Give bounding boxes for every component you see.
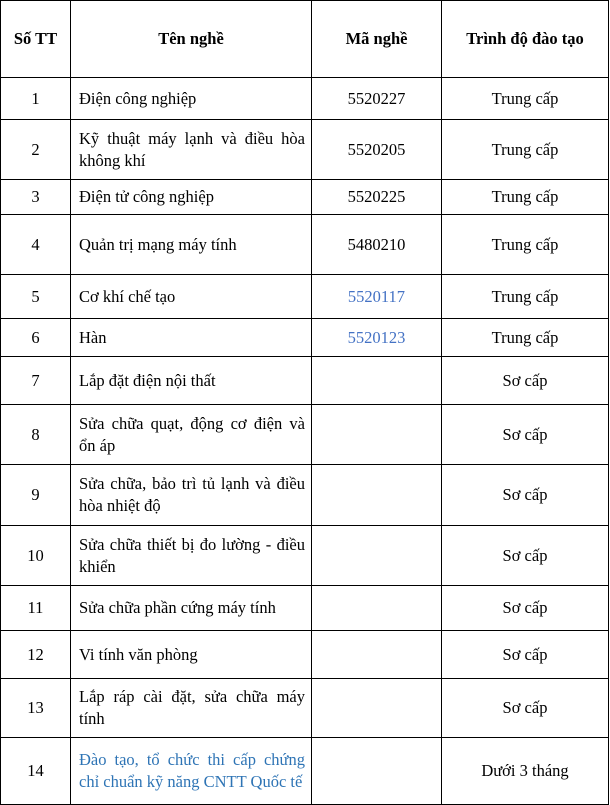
table-row [1, 319, 609, 357]
row-stt: 10 [1, 526, 71, 586]
table-row [1, 405, 609, 465]
row-code [312, 631, 442, 679]
row-stt: 9 [1, 465, 71, 526]
row-code [312, 357, 442, 405]
row-level: Sơ cấp [442, 586, 609, 631]
row-code [312, 586, 442, 631]
table-row [1, 738, 609, 805]
row-level: Sơ cấp [442, 465, 609, 526]
header-level: Trình độ đào tạo [442, 1, 609, 78]
row-stt: 11 [1, 586, 71, 631]
row-name-link[interactable]: Đào tạo, tổ chức thi cấp chứng chỉ chuẩn kỹ năng CNTT Quốc tế [71, 738, 312, 805]
row-level: Trung cấp [442, 215, 609, 275]
row-code: 5520225 [312, 180, 442, 215]
row-stt: 5 [1, 275, 71, 319]
table-row [1, 526, 609, 586]
row-name: Sửa chữa thiết bị đo lường - điều khiển [71, 526, 312, 586]
row-name: Vi tính văn phòng [71, 631, 312, 679]
table-row [1, 465, 609, 526]
row-stt: 3 [1, 180, 71, 215]
row-stt: 14 [1, 738, 71, 805]
row-level: Dưới 3 tháng [442, 738, 609, 805]
row-code-link[interactable]: 5520123 [312, 319, 442, 357]
row-code [312, 405, 442, 465]
row-level: Sơ cấp [442, 405, 609, 465]
row-stt: 4 [1, 215, 71, 275]
header-row [1, 1, 609, 78]
table-row [1, 586, 609, 631]
table-row [1, 679, 609, 738]
row-level: Sơ cấp [442, 679, 609, 738]
row-stt: 13 [1, 679, 71, 738]
header-name: Tên nghề [71, 1, 312, 78]
row-stt: 1 [1, 78, 71, 120]
row-code [312, 526, 442, 586]
table-row [1, 78, 609, 120]
row-name: Sửa chữa quạt, động cơ điện và ổn áp [71, 405, 312, 465]
row-name: Cơ khí chế tạo [71, 275, 312, 319]
header-code: Mã nghề [312, 1, 442, 78]
table-row [1, 631, 609, 679]
row-code: 5520227 [312, 78, 442, 120]
row-level: Trung cấp [442, 180, 609, 215]
row-code: 5480210 [312, 215, 442, 275]
row-level: Trung cấp [442, 120, 609, 180]
row-stt: 6 [1, 319, 71, 357]
row-code-link[interactable]: 5520117 [312, 275, 442, 319]
row-name: Kỹ thuật máy lạnh và điều hòa không khí [71, 120, 312, 180]
table-row [1, 120, 609, 180]
row-level: Sơ cấp [442, 631, 609, 679]
row-stt: 12 [1, 631, 71, 679]
header-stt: Số TT [1, 1, 71, 78]
row-stt: 8 [1, 405, 71, 465]
row-stt: 7 [1, 357, 71, 405]
table-row [1, 275, 609, 319]
row-level: Trung cấp [442, 319, 609, 357]
row-name: Quản trị mạng máy tính [71, 215, 312, 275]
row-level: Sơ cấp [442, 357, 609, 405]
table-row [1, 180, 609, 215]
row-code [312, 738, 442, 805]
table-row [1, 215, 609, 275]
row-stt: 2 [1, 120, 71, 180]
row-name: Điện công nghiệp [71, 78, 312, 120]
row-code [312, 465, 442, 526]
row-name: Lắp ráp cài đặt, sửa chữa máy tính [71, 679, 312, 738]
row-level: Trung cấp [442, 78, 609, 120]
row-name: Lắp đặt điện nội thất [71, 357, 312, 405]
table-row [1, 357, 609, 405]
row-level: Sơ cấp [442, 526, 609, 586]
row-code [312, 679, 442, 738]
row-name: Hàn [71, 319, 312, 357]
row-name: Điện tử công nghiệp [71, 180, 312, 215]
row-code: 5520205 [312, 120, 442, 180]
row-name: Sửa chữa phần cứng máy tính [71, 586, 312, 631]
row-name: Sửa chữa, bảo trì tủ lạnh và điều hòa nhiệt độ [71, 465, 312, 526]
row-level: Trung cấp [442, 275, 609, 319]
